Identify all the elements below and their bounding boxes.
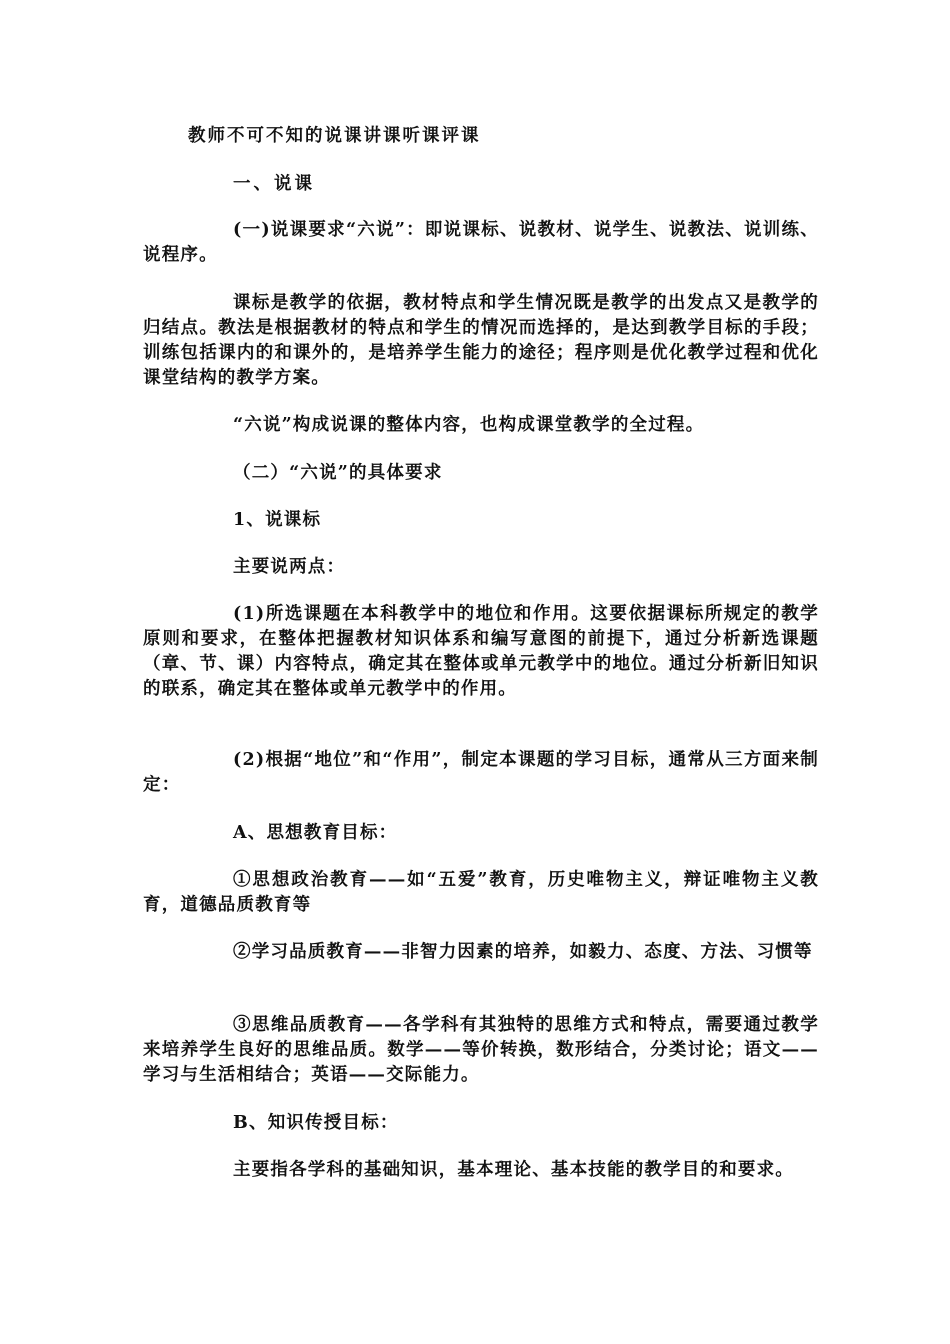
- list-item: ③思维品质教育——各学科有其独特的思维方式和特点，需要通过教学来培养学生良好的思维品质。数学——等价转换，数形结合，分类讨论；语文——学习与生活相结合；英语——交际能力。: [143, 1015, 819, 1085]
- section-heading: 一、说课: [233, 174, 315, 194]
- paragraph: 课标是教学的依据，教材特点和学生情况既是教学的出发点又是教学的归结点。教法是根据教材的特点和学生的情况而选择的，是达到教学目标的手段；训练包括课内的和课外的，是培养学生能力的途径；程序则是优化教学过程和优化课堂结构的教学方案。: [143, 293, 819, 388]
- paragraph: “六说”构成说课的整体内容，也构成课堂教学的全过程。: [233, 415, 705, 435]
- paragraph: (1)所选课题在本科教学中的地位和作用。这要依据课标所规定的教学原则和要求，在整体把握教材知识体系和编写意图的前提下，通过分析新选课题（章、节、课）内容特点，确定其在整体或单元教学中的地位。通过分析新旧知识的联系，确定其在整体或单元教学中的作用。: [143, 604, 819, 699]
- paragraph: (2)根据“地位”和“作用”，制定本课题的学习目标，通常从三方面来制定：: [143, 750, 819, 795]
- list-item: ①思想政治教育——如“五爱”教育，历史唯物主义，辩证唯物主义教育，道德品质教育等: [143, 870, 819, 915]
- item-heading: 1、说课标: [233, 510, 322, 530]
- list-item: ②学习品质教育——非智力因素的培养，如毅力、态度、方法、习惯等: [233, 942, 813, 962]
- paragraph: 主要指各学科的基础知识，基本理论、基本技能的教学目的和要求。: [233, 1160, 794, 1180]
- document-title: 教师不可不知的说课讲课听课评课: [188, 126, 481, 146]
- subsection-heading: （二）“六说”的具体要求: [233, 463, 443, 483]
- item-heading: B、知识传授目标：: [233, 1113, 399, 1133]
- item-heading: A、思想教育目标：: [233, 823, 398, 843]
- paragraph: (一)说课要求“六说”：即说课标、说教材、说学生、说教法、说训练、说程序。: [143, 220, 819, 265]
- paragraph: 主要说两点：: [233, 557, 346, 577]
